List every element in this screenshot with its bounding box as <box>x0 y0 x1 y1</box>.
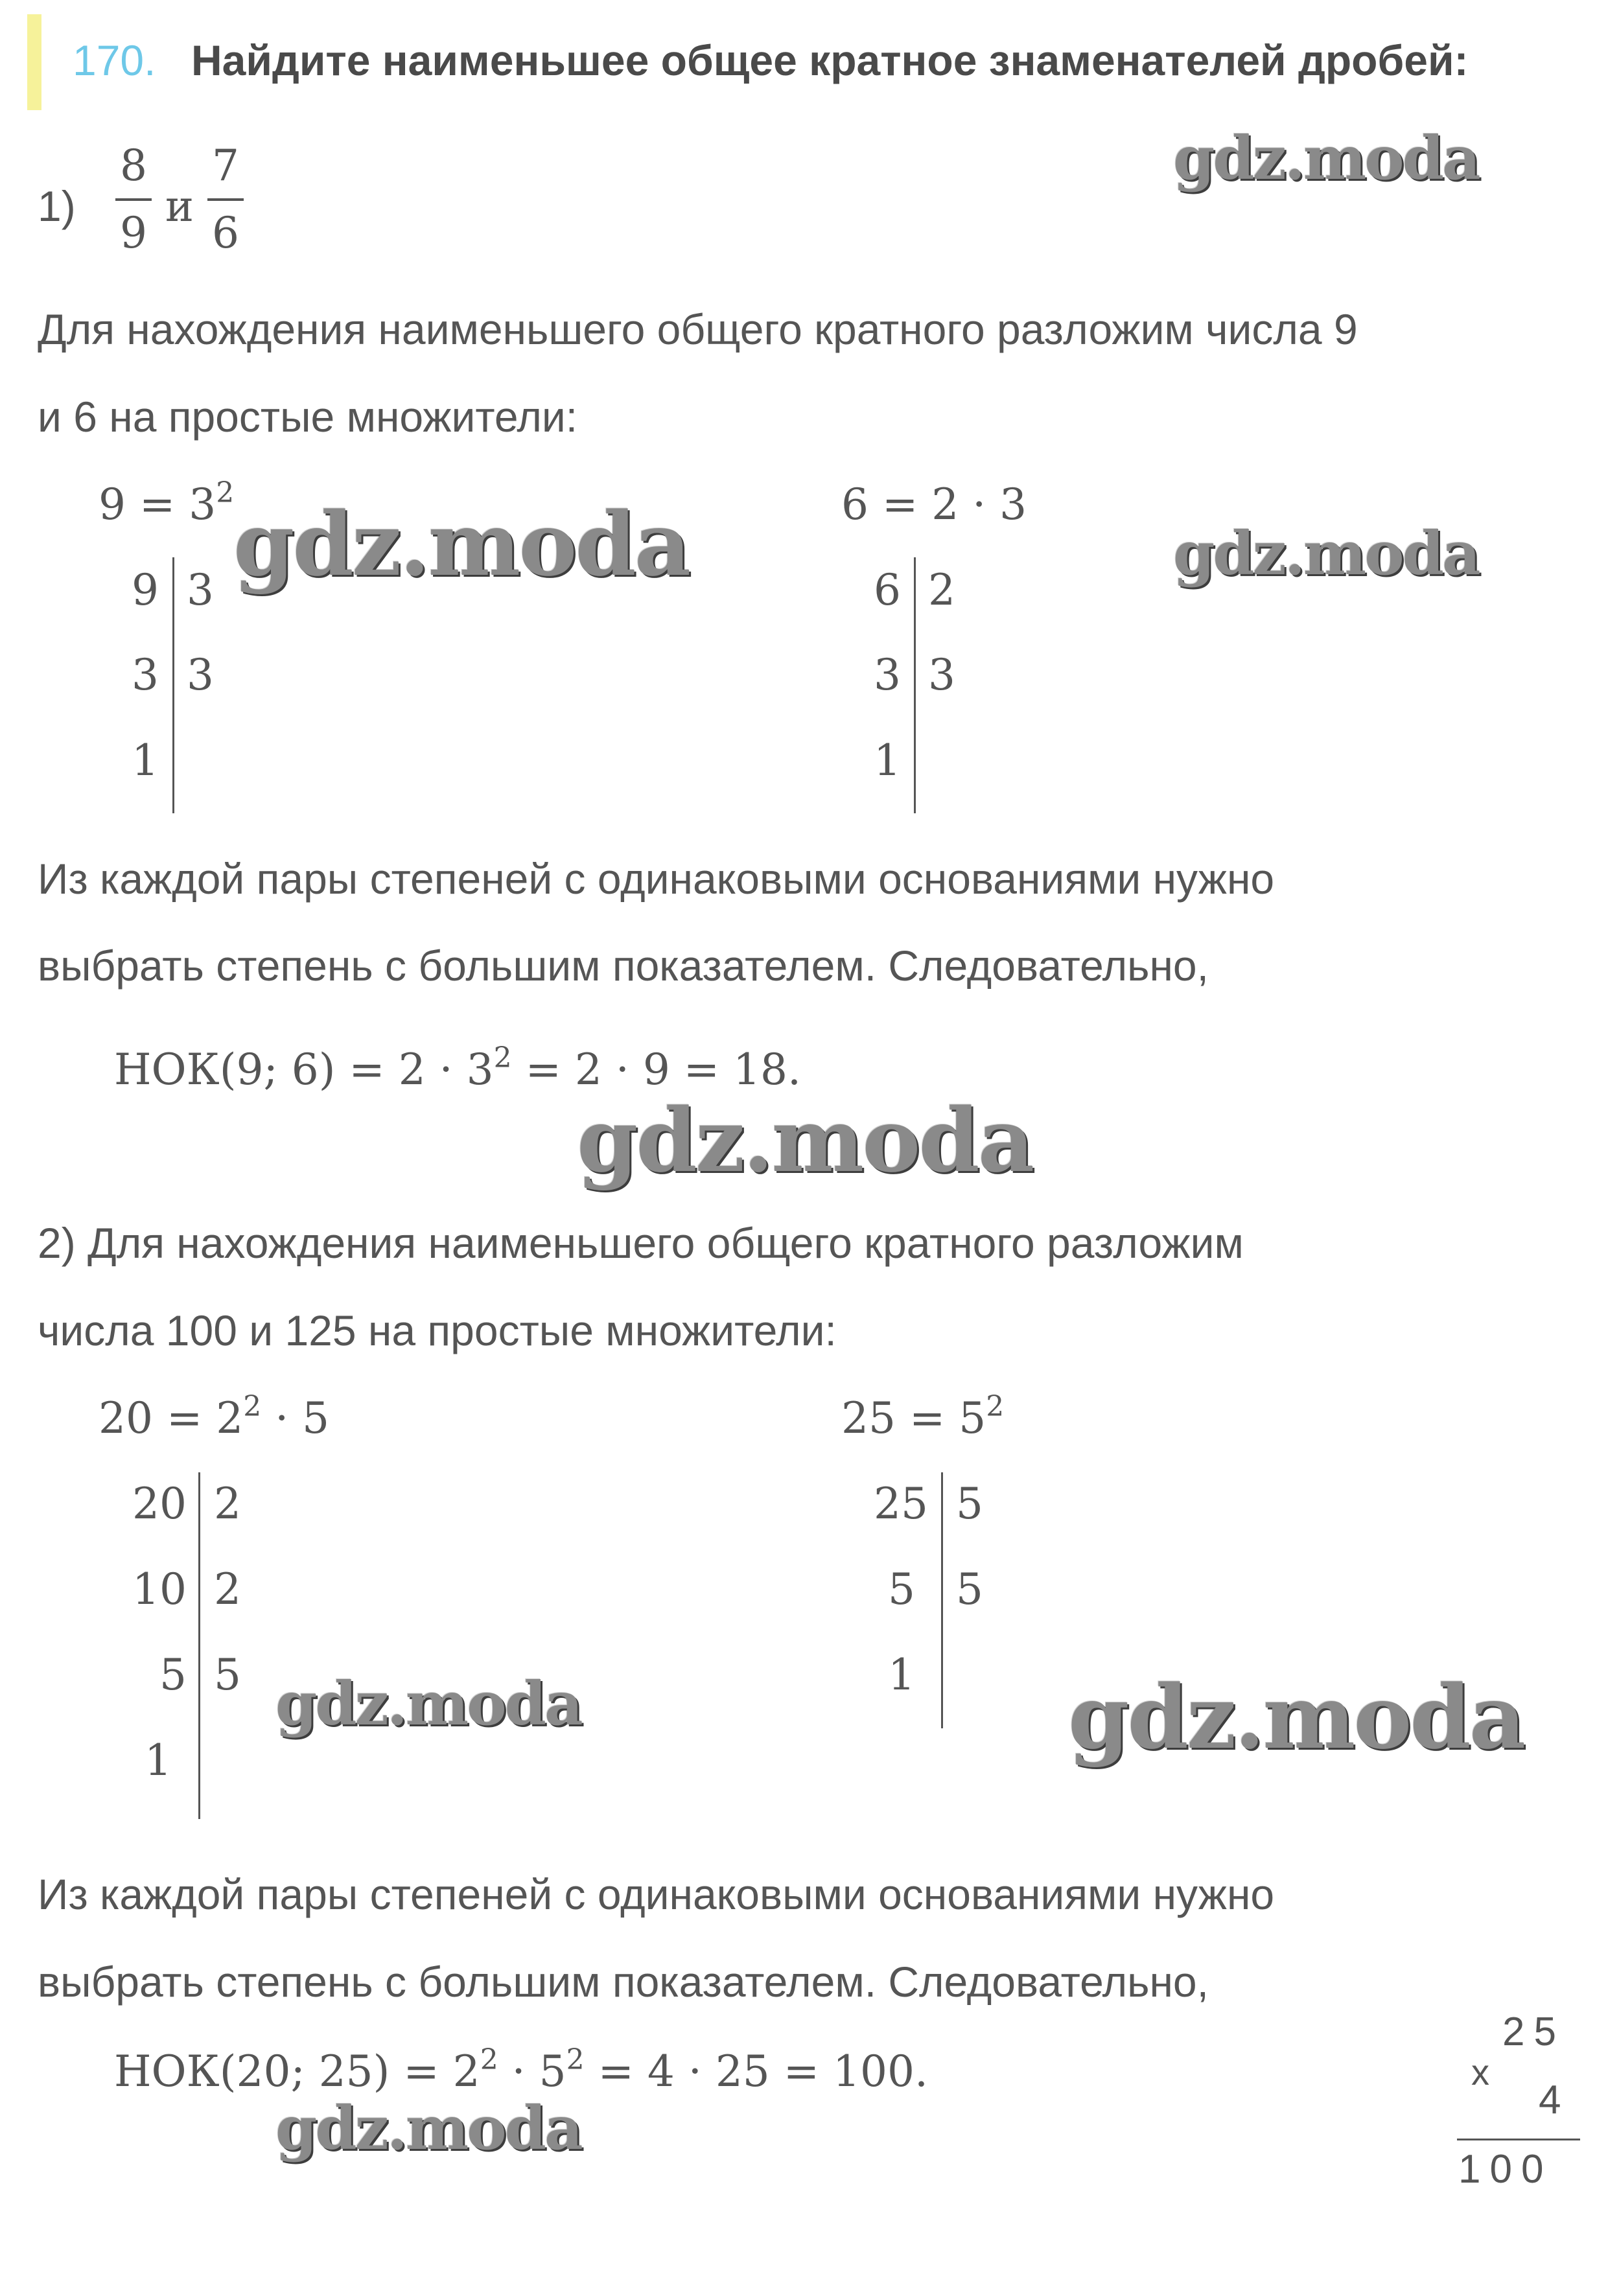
factor-divider-line <box>941 1472 943 1728</box>
watermark-logo: gdz.moda <box>577 1089 1033 1192</box>
equation-part: · 5 <box>261 1393 330 1443</box>
factor-number: 9 <box>132 565 159 615</box>
fraction-bar <box>115 198 152 201</box>
factor-divisor: 3 <box>187 565 214 615</box>
multiplication-top: 25 <box>1502 2010 1565 2054</box>
part2-intro-line2: числа 100 и 125 на простые множители: <box>38 1306 837 1354</box>
equation-20 <box>99 1390 330 1443</box>
equation-9 <box>99 476 235 529</box>
equation-exponent: 2 <box>216 476 235 509</box>
multiplication-sign: x <box>1471 2052 1498 2093</box>
part1-label: 1) <box>38 182 76 230</box>
factor-divisor: 2 <box>214 1479 241 1529</box>
equation-exponent: 2 <box>243 1390 262 1423</box>
equation-part: 20 = 2 <box>99 1393 244 1443</box>
conjunction: и <box>165 181 194 231</box>
multiplication-line <box>1457 2139 1580 2140</box>
lcm-exponent: 2 <box>566 2043 585 2076</box>
part1-intro-line1: Для нахождения наименьшего общего кратного разложим числа 9 <box>38 305 1358 353</box>
factor-number: 1 <box>874 736 901 785</box>
factor-divisor: 3 <box>187 650 214 700</box>
factor-number: 1 <box>132 736 159 785</box>
multiplication-bottom: 4 <box>1539 2078 1570 2122</box>
factor-divisor: 5 <box>214 1650 241 1700</box>
lcm-exponent: 2 <box>480 2043 498 2076</box>
part2-conclusion-line2: выбрать степень с большим показателем. Следовательно, <box>38 1958 1209 2006</box>
factor-divider-line <box>914 557 916 813</box>
lcm-part: = 4 · 25 = 100. <box>584 2047 929 2096</box>
factor-divisor: 2 <box>214 1564 241 1614</box>
part1-conclusion-line2: выбрать степень с большим показателем. Следовательно, <box>38 942 1209 990</box>
task-number: 170. <box>73 36 156 84</box>
fraction-numerator: 8 <box>120 141 147 191</box>
equation-exponent: 2 <box>986 1390 1005 1423</box>
lcm-9-6 <box>114 1041 802 1095</box>
factor-divisor: 3 <box>928 650 955 700</box>
factor-divisor: 5 <box>956 1479 983 1529</box>
factor-number: 6 <box>874 565 901 615</box>
factor-number: 3 <box>132 650 159 700</box>
fraction-bar <box>207 198 244 201</box>
multiplication-result: 100 <box>1458 2147 1553 2192</box>
accent-bar <box>27 14 41 110</box>
lcm-exponent: 2 <box>493 1041 512 1074</box>
factor-number: 5 <box>888 1564 915 1614</box>
watermark-logo: gdz.moda <box>275 1669 581 1739</box>
factor-number: 25 <box>874 1479 928 1529</box>
part1-intro-line2: и 6 на простые множители: <box>38 393 578 441</box>
factor-divider-line <box>198 1472 200 1819</box>
factor-number: 20 <box>132 1479 187 1529</box>
task-title: Найдите наименьшее общее кратное знаменателей дробей: <box>191 36 1469 84</box>
part1-conclusion-line1: Из каждой пары степеней с одинаковыми основаниями нужно <box>38 855 1275 903</box>
fraction-denominator: 9 <box>120 208 147 258</box>
fraction-denominator: 6 <box>212 208 239 258</box>
factor-divider-line <box>172 557 174 813</box>
watermark-logo: gdz.moda <box>1173 123 1479 193</box>
equation-base: 9 = 3 <box>99 480 216 529</box>
equation-25 <box>841 1390 1005 1443</box>
fraction-7-6 <box>207 136 244 263</box>
factor-number: 5 <box>159 1650 187 1700</box>
fraction-numerator: 7 <box>212 141 239 191</box>
watermark-logo: gdz.moda <box>233 493 690 596</box>
lcm-part: НОК(20; 25) = 2 <box>114 2047 480 2096</box>
watermark-logo: gdz.moda <box>275 2093 581 2163</box>
equation-6: 6 = 2 · 3 <box>841 480 1027 529</box>
factor-number: 3 <box>874 650 901 700</box>
lcm-part: = 2 · 9 = 18. <box>511 1045 802 1095</box>
lcm-20-25 <box>114 2043 929 2096</box>
fraction-8-9 <box>115 136 152 263</box>
lcm-part: · 5 <box>498 2047 566 2096</box>
factor-number: 1 <box>888 1650 915 1700</box>
watermark-logo: gdz.moda <box>1173 518 1479 588</box>
part2-intro-line1: 2) Для нахождения наименьшего общего кратного разложим <box>38 1219 1244 1267</box>
equation-part: 25 = 5 <box>841 1393 986 1443</box>
factor-divisor: 2 <box>928 565 955 615</box>
part2-conclusion-line1: Из каждой пары степеней с одинаковыми основаниями нужно <box>38 1870 1275 1918</box>
factor-number: 10 <box>132 1564 187 1614</box>
lcm-part: НОК(9; 6) = 2 · 3 <box>114 1045 494 1095</box>
factor-number: 1 <box>145 1735 172 1785</box>
watermark-logo: gdz.moda <box>1068 1665 1524 1768</box>
factor-divisor: 5 <box>956 1564 983 1614</box>
